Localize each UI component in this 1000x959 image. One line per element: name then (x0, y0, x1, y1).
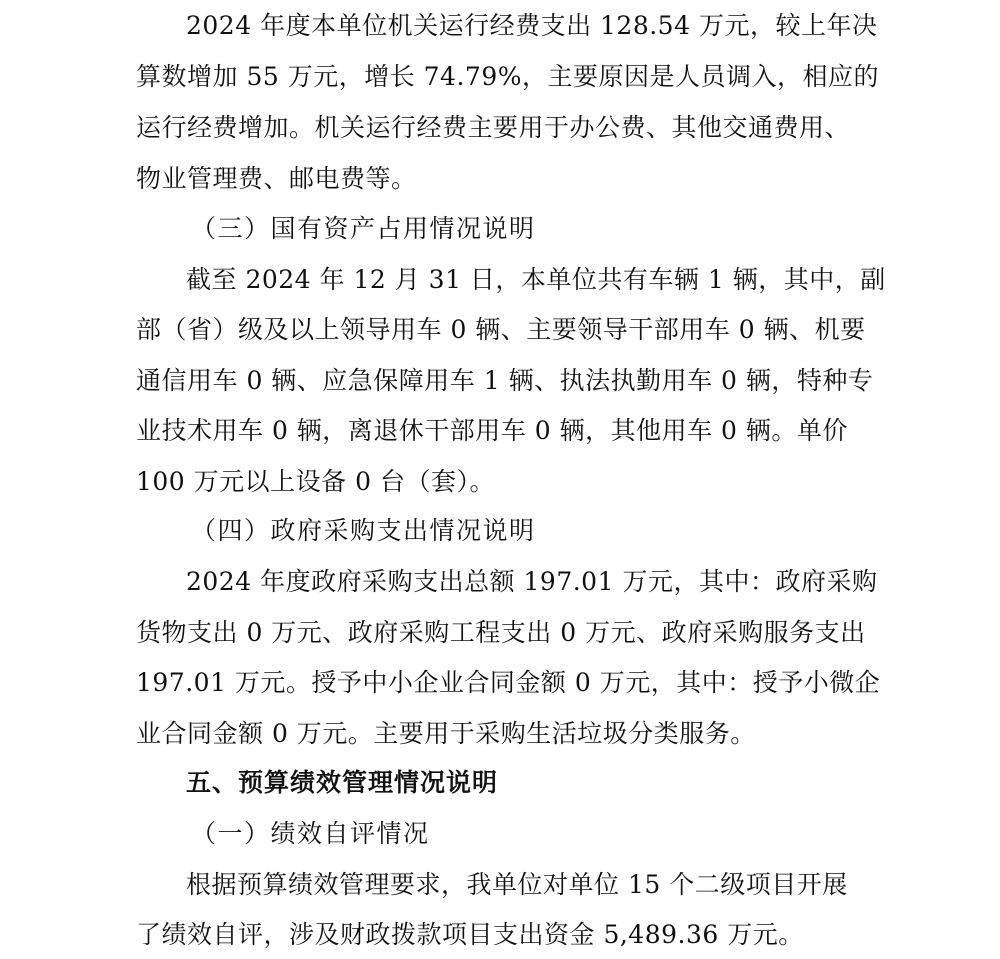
paragraph-operating-expenses-line-4: 物业管理费、邮电费等。 (136, 164, 417, 193)
paragraph-operating-expenses-line-1: 2024 年度本单位机关运行经费支出 128.54 万元，较上年决 (186, 11, 878, 40)
paragraph-vehicles-line-4: 业技术用车 0 辆，离退休干部用车 0 辆，其他用车 0 辆。单价 (136, 416, 848, 445)
paragraph-self-evaluation-line-1: 根据预算绩效管理要求，我单位对单位 15 个二级项目开展 (186, 870, 848, 899)
section-heading-performance-management: 五、预算绩效管理情况说明 (186, 768, 499, 797)
paragraph-vehicles-line-2: 部（省）级及以上领导用车 0 辆、主要领导干部用车 0 辆、机要 (136, 315, 866, 344)
section-heading-procurement: （四）政府采购支出情况说明 (191, 516, 536, 545)
paragraph-procurement-line-2: 货物支出 0 万元、政府采购工程支出 0 万元、政府采购服务支出 (136, 618, 866, 647)
section-heading-state-assets: （三）国有资产占用情况说明 (191, 214, 536, 243)
paragraph-procurement-line-1: 2024 年度政府采购支出总额 197.01 万元，其中：政府采购 (186, 567, 878, 596)
section-heading-self-evaluation: （一）绩效自评情况 (191, 819, 430, 848)
paragraph-procurement-line-3: 197.01 万元。授予中小企业合同金额 0 万元，其中：授予小微企 (136, 668, 881, 697)
paragraph-operating-expenses-line-2: 算数增加 55 万元，增长 74.79%，主要原因是人员调入，相应的 (136, 62, 879, 91)
paragraph-self-evaluation-line-2: 了绩效自评，涉及财政拨款项目支出资金 5,489.36 万元。 (136, 920, 804, 949)
paragraph-procurement-line-4: 业合同金额 0 万元。主要用于采购生活垃圾分类服务。 (136, 719, 756, 748)
paragraph-vehicles-line-1: 截至 2024 年 12 月 31 日，本单位共有车辆 1 辆，其中，副 (186, 265, 886, 294)
paragraph-vehicles-line-3: 通信用车 0 辆、应急保障用车 1 辆、执法执勤用车 0 辆，特种专 (136, 366, 874, 395)
paragraph-vehicles-line-5: 100 万元以上设备 0 台（套）。 (136, 467, 495, 496)
paragraph-operating-expenses-line-3: 运行经费增加。机关运行经费主要用于办公费、其他交通费用、 (136, 113, 851, 142)
